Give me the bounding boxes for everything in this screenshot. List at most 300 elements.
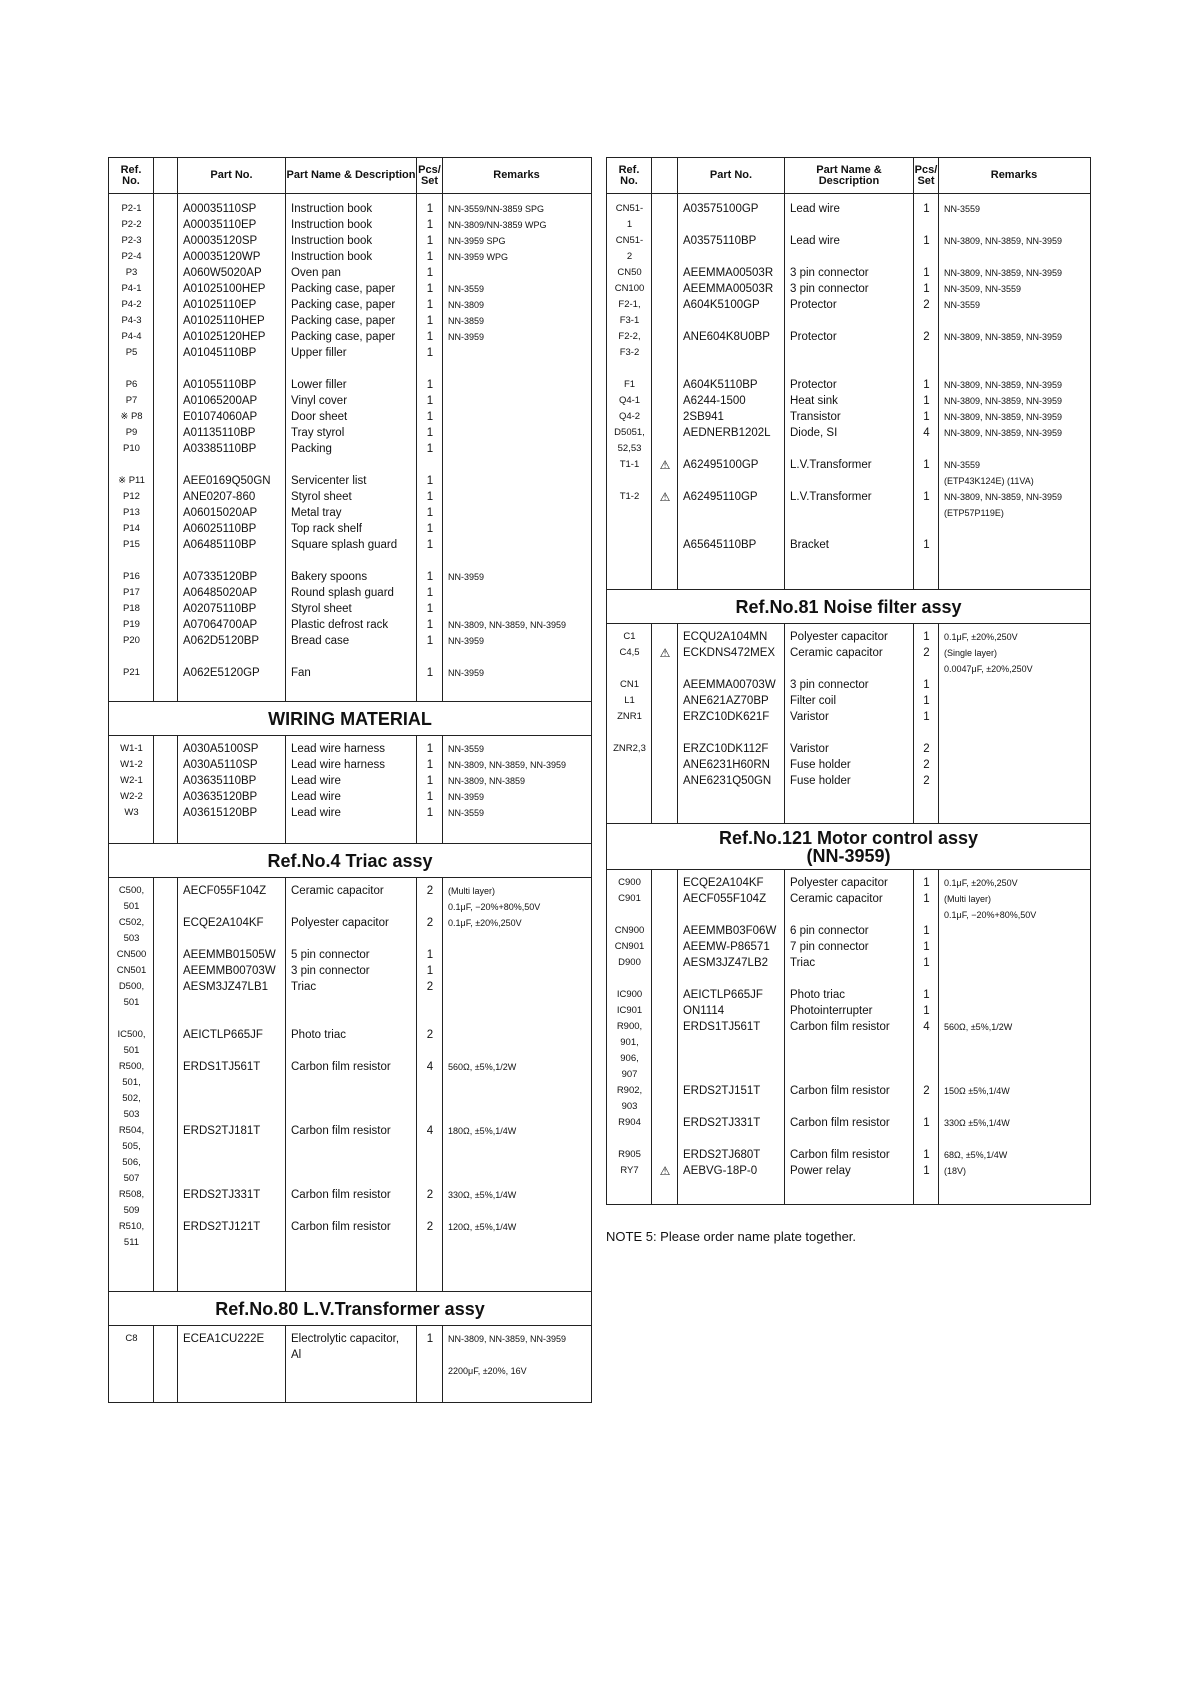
section-body xyxy=(109,736,591,844)
table-row xyxy=(109,250,591,265)
table-row xyxy=(109,330,591,345)
cell-part: AEEMMA00503R xyxy=(683,267,774,279)
cell-rem: (Multi layer) xyxy=(448,886,496,896)
cell-part: ON1114 xyxy=(683,1005,725,1017)
cell-pcs: 2 xyxy=(426,1029,434,1041)
cell-part: E01074060AP xyxy=(183,411,258,423)
cell-ref: C901 xyxy=(618,893,641,904)
cell-name: Carbon film resistor xyxy=(291,1221,391,1233)
table-row xyxy=(109,742,591,757)
cell-pcs: 1 xyxy=(426,443,434,455)
cell-rem: NN-3959 xyxy=(448,792,485,802)
cell-ref: CN501 xyxy=(116,965,147,976)
cell-name: Instruction book xyxy=(291,219,373,231)
cell-ref: CN901 xyxy=(614,941,645,952)
section-title xyxy=(607,824,1090,870)
cell-rem: 150Ω ±5%,1/4W xyxy=(944,1086,1010,1096)
cell-pcs: 2 xyxy=(426,1189,434,1201)
cell-part: ERDS2TJ181T xyxy=(183,1125,261,1137)
cell-rem: 0.1μF, −20%+80%,50V xyxy=(944,910,1037,920)
cell-pcs: 1 xyxy=(923,1149,930,1161)
cell-ref: 501 xyxy=(123,1045,140,1056)
cell-part: A01135110BP xyxy=(183,427,256,439)
cell-rem: NN-3809, NN-3859 xyxy=(448,776,526,786)
cell-ref: 507 xyxy=(123,1173,140,1184)
table-row xyxy=(607,1084,1090,1099)
cell-ref: W2-1 xyxy=(120,775,143,786)
cell-rem: NN-3559 xyxy=(448,284,485,294)
table-row xyxy=(109,1060,591,1075)
cell-rem: NN-3809, NN-3859, NN-3959 xyxy=(944,396,1063,406)
cell-part: A65645110BP xyxy=(683,539,757,551)
cell-ref: CN1 xyxy=(619,679,639,690)
table-row xyxy=(607,298,1090,313)
table-row xyxy=(607,742,1090,757)
cell-name: Square splash guard xyxy=(291,539,398,551)
cell-ref: RY7 xyxy=(620,1165,639,1176)
cell-pcs: 1 xyxy=(426,203,434,215)
cell-ref: T1-2 xyxy=(619,491,640,502)
table-row xyxy=(109,932,591,947)
header-name: Part Name & Description xyxy=(785,158,914,193)
table-row xyxy=(607,1052,1090,1067)
table-row xyxy=(607,710,1090,725)
cell-ref: CN500 xyxy=(116,949,147,960)
cell-pcs: 4 xyxy=(923,1021,930,1033)
table-row xyxy=(607,892,1090,907)
table-row xyxy=(109,948,591,963)
cell-name: Carbon film resistor xyxy=(291,1125,391,1137)
cell-rem: (ETP43K124E) (11VA) xyxy=(944,476,1034,486)
cell-rem: NN-3809, NN-3859, NN-3959 xyxy=(448,620,567,630)
cell-ref: L1 xyxy=(624,695,635,706)
cell-ref: F2-1, xyxy=(618,299,641,310)
cell-name: Electrolytic capacitor, xyxy=(291,1333,400,1345)
cell-name: Photointerrupter xyxy=(790,1005,873,1017)
cell-pcs: 1 xyxy=(923,711,930,723)
cell-rem: (Single layer) xyxy=(944,648,998,658)
cell-name: 7 pin connector xyxy=(790,941,869,953)
cell-part: A062D5120BP xyxy=(183,635,260,647)
cell-rem: 560Ω, ±5%,1/2W xyxy=(448,1062,517,1072)
cell-name: Door sheet xyxy=(291,411,348,423)
table-row xyxy=(607,1004,1090,1019)
cell-part: ERDS2TJ331T xyxy=(183,1189,261,1201)
cell-pcs: 2 xyxy=(426,1221,434,1233)
cell-part: ERDS2TJ331T xyxy=(683,1117,761,1129)
cell-name: Varistor xyxy=(790,711,829,723)
cell-part: A062E5120GP xyxy=(183,667,260,679)
cell-ref: P12 xyxy=(123,491,140,502)
cell-pcs: 4 xyxy=(426,1125,434,1137)
cell-name: Upper filler xyxy=(291,347,347,359)
table-row xyxy=(607,774,1090,789)
cell-ref: W1-2 xyxy=(120,759,143,770)
cell-ref: R508, xyxy=(118,1189,145,1200)
cell-part: A01045110BP xyxy=(183,347,257,359)
cell-rem: NN-3559 xyxy=(944,204,981,214)
table-row xyxy=(109,666,591,681)
cell-part: AEDNERB1202L xyxy=(683,427,771,439)
cell-pcs: 1 xyxy=(426,283,434,295)
cell-name: Bread case xyxy=(291,635,350,647)
cell-pcs: 1 xyxy=(426,965,434,977)
cell-part: AEEMMB00703W xyxy=(183,965,276,977)
cell-pcs: 2 xyxy=(923,331,930,343)
cell-name: 3 pin connector xyxy=(790,267,869,279)
cell-ref: ※ P8 xyxy=(120,411,143,422)
table-row xyxy=(607,988,1090,1003)
cell-part: AESM3JZ47LB1 xyxy=(183,981,269,993)
cell-pcs: 1 xyxy=(426,635,434,647)
cell-pcs: 1 xyxy=(426,603,434,615)
table-row xyxy=(109,378,591,393)
table-row xyxy=(109,1124,591,1139)
cell-name: Lead wire xyxy=(291,791,341,803)
cell-warn: ⚠ xyxy=(659,646,671,660)
cell-ref: 2 xyxy=(626,251,633,262)
cell-rem: 0.0047μF, ±20%,250V xyxy=(944,664,1033,674)
cell-ref: T1-1 xyxy=(619,459,640,470)
cell-name: Lead wire xyxy=(790,203,840,215)
cell-ref: P13 xyxy=(123,507,140,518)
cell-part: A06485110BP xyxy=(183,539,257,551)
header-warn xyxy=(652,158,678,193)
cell-ref: P3 xyxy=(125,267,138,278)
cell-rem: NN-3809, NN-3859, NN-3959 xyxy=(944,492,1063,502)
cell-pcs: 1 xyxy=(923,941,930,953)
cell-name: Metal tray xyxy=(291,507,342,519)
cell-ref: P4-2 xyxy=(121,299,142,310)
cell-ref: R510, xyxy=(118,1221,145,1232)
cell-rem: NN-3959 xyxy=(448,332,485,342)
section-title xyxy=(109,702,591,736)
cell-part: A06485020AP xyxy=(183,587,258,599)
cell-pcs: 1 xyxy=(426,267,434,279)
cell-part: AEEMW-P86571 xyxy=(683,941,770,953)
table-row xyxy=(607,1068,1090,1083)
table-row xyxy=(109,1364,591,1379)
cell-part: ECQE2A104KF xyxy=(183,917,264,929)
cell-ref: CN50 xyxy=(617,267,642,278)
left-parts-table xyxy=(108,157,592,1403)
cell-rem: NN-3809, NN-3859, NN-3959 xyxy=(448,1334,567,1344)
cell-ref: P7 xyxy=(125,395,138,406)
cell-ref: P4-4 xyxy=(121,331,142,342)
cell-part: AESM3JZ47LB2 xyxy=(683,957,769,969)
cell-part: ECEA1CU222E xyxy=(183,1333,265,1345)
cell-part: A060W5020AP xyxy=(183,267,262,279)
cell-name: Carbon film resistor xyxy=(291,1061,391,1073)
cell-part: ANE6231H60RN xyxy=(683,759,770,771)
table-row xyxy=(109,1220,591,1235)
cell-rem: 0.1μF, ±20%,250V xyxy=(944,878,1018,888)
cell-rem: NN-3809, NN-3859, NN-3959 xyxy=(944,412,1063,422)
cell-part: 2SB941 xyxy=(683,411,724,423)
table-row xyxy=(109,996,591,1011)
cell-pcs: 2 xyxy=(426,917,434,929)
cell-rem: 180Ω, ±5%,1/4W xyxy=(448,1126,517,1136)
cell-pcs: 1 xyxy=(426,251,434,263)
header-name: Part Name & Description xyxy=(286,158,417,193)
cell-pcs: 1 xyxy=(426,235,434,247)
cell-name: L.V.Transformer xyxy=(790,491,872,503)
cell-pcs: 1 xyxy=(923,1165,930,1177)
cell-part: A03385110BP xyxy=(183,443,257,455)
table-row xyxy=(109,474,591,489)
cell-name: 3 pin connector xyxy=(790,283,869,295)
cell-part: ERDS1TJ561T xyxy=(183,1061,261,1073)
table-row xyxy=(607,218,1090,233)
cell-rem: NN-3959 xyxy=(448,636,485,646)
cell-name: Packing case, paper xyxy=(291,283,396,295)
cell-ref: P2-2 xyxy=(121,219,142,230)
table-row xyxy=(109,900,591,915)
cell-rem: NN-3559 xyxy=(448,744,485,754)
cell-ref: IC500, xyxy=(117,1029,146,1040)
cell-name: Ceramic capacitor xyxy=(790,647,883,659)
table-row xyxy=(607,330,1090,345)
cell-part: AEEMMA00503R xyxy=(683,283,774,295)
cell-part: A01025100HEP xyxy=(183,283,266,295)
cell-pcs: 1 xyxy=(426,475,434,487)
cell-name: Fan xyxy=(291,667,311,679)
cell-name: Carbon film resistor xyxy=(291,1189,391,1201)
cell-ref: F3-1 xyxy=(619,315,640,326)
cell-part: AEEMMB03F06W xyxy=(683,925,777,937)
table-row xyxy=(109,790,591,805)
cell-pcs: 1 xyxy=(426,379,434,391)
cell-pcs: 1 xyxy=(923,411,930,423)
cell-pcs: 1 xyxy=(923,235,930,247)
cell-pcs: 1 xyxy=(426,315,434,327)
cell-name: 3 pin connector xyxy=(790,679,869,691)
cell-name: Polyester capacitor xyxy=(790,877,888,889)
table-row xyxy=(607,474,1090,489)
table-row xyxy=(607,1116,1090,1131)
cell-part: ERDS2TJ680T xyxy=(683,1149,761,1161)
cell-ref: 52,53 xyxy=(617,443,642,454)
cell-part: ANE6231Q50GN xyxy=(683,775,772,787)
cell-part: ANE0207-860 xyxy=(183,491,256,503)
cell-name: Packing case, paper xyxy=(291,315,396,327)
table-row xyxy=(109,1332,591,1347)
cell-part: A07335120BP xyxy=(183,571,258,583)
section-title xyxy=(607,590,1090,624)
table-row xyxy=(109,758,591,773)
cell-pcs: 1 xyxy=(923,459,930,471)
table-row xyxy=(607,442,1090,457)
cell-ref: P21 xyxy=(123,667,140,678)
cell-ref: W1-1 xyxy=(120,743,143,754)
cell-rem: NN-3509, NN-3559 xyxy=(944,284,1022,294)
cell-ref: W3 xyxy=(124,807,139,818)
cell-part: ANE604K8U0BP xyxy=(683,331,770,343)
cell-pcs: 2 xyxy=(923,743,930,755)
cell-ref: C502, xyxy=(118,917,145,928)
table-row xyxy=(109,1044,591,1059)
cell-part: A06025110BP xyxy=(183,523,257,535)
table-row xyxy=(607,410,1090,425)
cell-name: Protector xyxy=(790,299,837,311)
cell-ref: C4,5 xyxy=(619,647,640,658)
section-title-text: Ref.No.81 Noise filter assy xyxy=(735,596,962,617)
section-title-text: WIRING MATERIAL xyxy=(268,708,432,729)
cell-ref: P16 xyxy=(123,571,140,582)
section-body xyxy=(607,194,1090,590)
cell-part: A01025110HEP xyxy=(183,315,265,327)
cell-ref: 907 xyxy=(621,1069,638,1080)
table-row xyxy=(109,570,591,585)
cell-part: A00035120SP xyxy=(183,235,258,247)
cell-name: 5 pin connector xyxy=(291,949,370,961)
cell-name: Protector xyxy=(790,331,837,343)
cell-rem: 330Ω, ±5%,1/4W xyxy=(448,1190,517,1200)
cell-pcs: 1 xyxy=(923,283,930,295)
cell-ref: C500, xyxy=(118,885,145,896)
cell-pcs: 1 xyxy=(923,491,930,503)
cell-name: Lead wire harness xyxy=(291,743,385,755)
cell-rem: 2200μF, ±20%, 16V xyxy=(448,1366,527,1376)
cell-ref: 502, xyxy=(122,1093,141,1104)
cell-pcs: 2 xyxy=(923,299,930,311)
table-row xyxy=(109,298,591,313)
cell-rem: NN-3809 xyxy=(448,300,485,310)
cell-name: 3 pin connector xyxy=(291,965,370,977)
table-row xyxy=(109,314,591,329)
table-row xyxy=(109,1236,591,1251)
cell-ref: R504, xyxy=(118,1125,145,1136)
table-row xyxy=(109,964,591,979)
cell-part: ERDS1TJ561T xyxy=(683,1021,761,1033)
cell-rem: NN-3809, NN-3859, NN-3959 xyxy=(944,332,1063,342)
cell-pcs: 1 xyxy=(923,1117,930,1129)
cell-pcs: 1 xyxy=(923,395,930,407)
cell-ref: P2-4 xyxy=(121,251,142,262)
section-title-text: Ref.No.4 Triac assy xyxy=(267,850,433,871)
table-row xyxy=(109,884,591,899)
cell-name: Fuse holder xyxy=(790,775,851,787)
cell-name: Lead wire harness xyxy=(291,759,385,771)
cell-pcs: 1 xyxy=(923,893,930,905)
table-row xyxy=(607,956,1090,971)
cell-pcs: 1 xyxy=(923,379,930,391)
cell-pcs: 1 xyxy=(426,571,434,583)
cell-rem: (18V) xyxy=(944,1166,967,1176)
cell-rem: NN-3559 xyxy=(944,300,981,310)
cell-name: L.V.Transformer xyxy=(790,459,872,471)
cell-name: Carbon film resistor xyxy=(790,1021,890,1033)
table-row xyxy=(109,1076,591,1091)
cell-part: A62495110GP xyxy=(683,491,758,503)
cell-ref: 501, xyxy=(122,1077,141,1088)
cell-name: Instruction book xyxy=(291,251,373,263)
cell-ref: CN51- xyxy=(615,235,644,246)
table-row xyxy=(607,1164,1090,1179)
table-row xyxy=(607,758,1090,773)
cell-rem: NN-3559/NN-3859 SPG xyxy=(448,204,545,214)
cell-name: Triac xyxy=(291,981,317,993)
cell-name: Round splash guard xyxy=(291,587,394,599)
cell-part: A030A5110SP xyxy=(183,759,258,771)
cell-name: Oven pan xyxy=(291,267,341,279)
cell-part: ECQU2A104MN xyxy=(683,631,768,643)
table-row xyxy=(109,490,591,505)
table-row xyxy=(109,634,591,649)
table-row xyxy=(607,266,1090,281)
table-row xyxy=(109,1172,591,1187)
cell-ref: P4-1 xyxy=(121,283,142,294)
table-header xyxy=(607,158,1090,194)
table-row xyxy=(109,980,591,995)
note-5: NOTE 5: Please order name plate together. xyxy=(606,1229,857,1244)
cell-rem: NN-3959 xyxy=(448,572,485,582)
table-row xyxy=(607,630,1090,645)
cell-ref: 509 xyxy=(123,1205,140,1216)
table-row xyxy=(607,646,1090,661)
cell-ref: R904 xyxy=(618,1117,641,1128)
cell-ref: W2-2 xyxy=(120,791,143,802)
cell-rem: NN-3959 xyxy=(448,668,485,678)
cell-pcs: 1 xyxy=(426,491,434,503)
cell-pcs: 1 xyxy=(923,957,930,969)
section-body xyxy=(109,878,591,1292)
cell-pcs: 1 xyxy=(923,631,930,643)
cell-name: Heat sink xyxy=(790,395,838,407)
cell-ref: P6 xyxy=(125,379,138,390)
cell-ref: 511 xyxy=(123,1237,140,1248)
cell-part: AECF055F104Z xyxy=(683,893,767,905)
table-row xyxy=(109,522,591,537)
table-row xyxy=(607,282,1090,297)
table-row xyxy=(607,876,1090,891)
table-row xyxy=(109,282,591,297)
cell-pcs: 2 xyxy=(426,981,434,993)
cell-rem: 120Ω, ±5%,1/4W xyxy=(448,1222,517,1232)
cell-name: Fuse holder xyxy=(790,759,851,771)
cell-part: AEE0169Q50GN xyxy=(183,475,271,487)
cell-ref: R902, xyxy=(616,1085,643,1096)
cell-rem: NN-3959 WPG xyxy=(448,252,509,262)
cell-part: ECKDNS472MEX xyxy=(683,647,776,659)
cell-pcs: 1 xyxy=(426,667,434,679)
table-row xyxy=(109,916,591,931)
cell-name: Lead wire xyxy=(790,235,840,247)
cell-name: Polyester capacitor xyxy=(291,917,389,929)
cell-name: Protector xyxy=(790,379,837,391)
cell-ref: 503 xyxy=(123,933,140,944)
cell-pcs: 1 xyxy=(923,539,930,551)
cell-name: Diode, SI xyxy=(790,427,838,439)
table-row xyxy=(109,774,591,789)
cell-rem: 68Ω, ±5%,1/4W xyxy=(944,1150,1008,1160)
cell-pcs: 1 xyxy=(426,411,434,423)
header-pcs: Pcs/ Set xyxy=(417,158,443,193)
cell-name: Instruction book xyxy=(291,235,373,247)
table-row xyxy=(607,694,1090,709)
cell-pcs: 1 xyxy=(426,791,434,803)
cell-ref: F1 xyxy=(623,379,636,390)
table-row xyxy=(109,394,591,409)
cell-part: ECQE2A104KF xyxy=(683,877,764,889)
section-body xyxy=(109,194,591,702)
cell-name: Vinyl cover xyxy=(291,395,348,407)
cell-name: Bakery spoons xyxy=(291,571,368,583)
table-row xyxy=(109,1092,591,1107)
cell-part: ANE621AZ70BP xyxy=(683,695,769,707)
cell-ref: P5 xyxy=(125,347,138,358)
cell-name: Servicenter list xyxy=(291,475,367,487)
